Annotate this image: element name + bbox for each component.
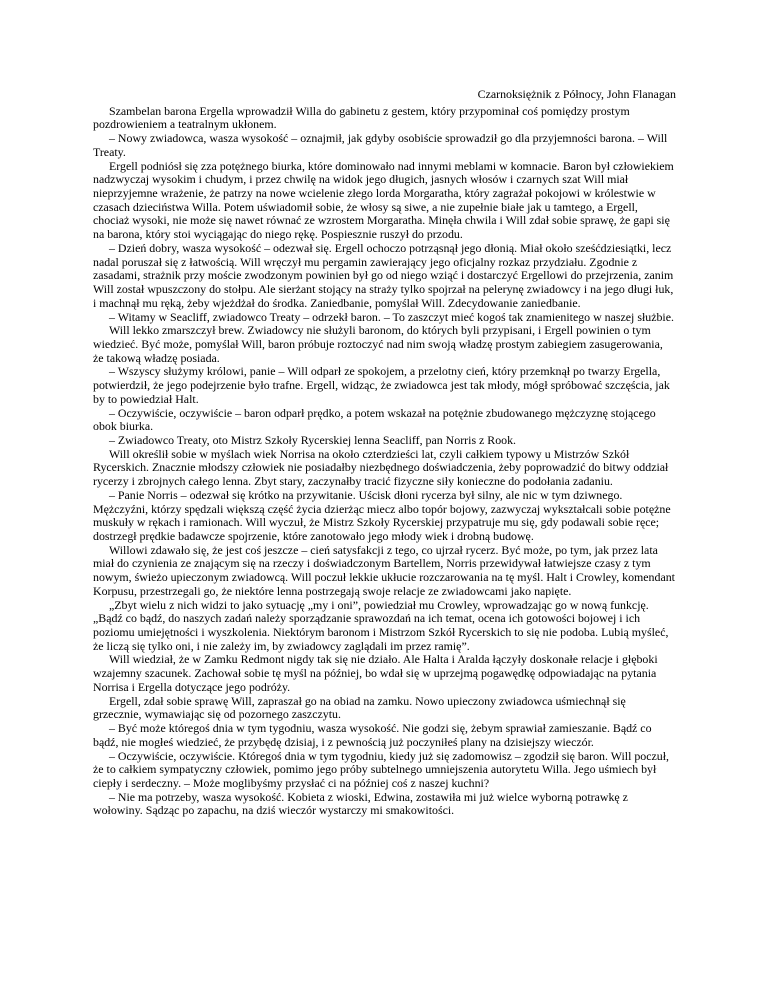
paragraph: – Oczywiście, oczywiście – baron odparł prędko, a potem wskazał na potężnie zbudowanego mężczyznę stojącego obok biurka. — [93, 405, 656, 434]
paragraph: „Zbyt wielu z nich widzi to jako sytuację „my i oni”, powiedział mu Crowley, wprowadzając go w nową funkcję. „Bądź co bądź, do naszych zadań należy sporządzanie sprawozdań na ich temat, ocena ich gotowości bojowej i ich poziomu umiejętności i wyszkolenia. Niektórym baronom i Mistrzom Szkół Rycerskich to się nie podoba. Lubią myśleć, że liczą się tylko oni, i nie zależy im, by zwiadowcy zaglądali im przez ramię”. — [93, 597, 669, 653]
paragraph: Ergell, zdał sobie sprawę Will, zapraszał go na obiad na zamku. Nowo upieczony zwiadowca uśmiechnął się grzecznie, wymawiając się od pozornego zaszczytu. — [93, 693, 626, 722]
document-page — [93, 88, 676, 818]
paragraph: Szambelan barona Ergella wprowadził Willa do gabinetu z gestem, który przypominał coś pomiędzy prostym pozdrowieniem a teatralnym ukłonem. — [93, 103, 630, 132]
paragraph: – Zwiadowco Treaty, oto Mistrz Szkoły Rycerskiej lenna Seacliff, pan Norris z Rook. — [109, 432, 517, 447]
paragraph: Will określił sobie w myślach wiek Norrisa na około czterdzieści lat, czyli całkiem typowy u Mistrzów Szkół Rycerskich. Znacznie młodszy człowiek nie posiadałby niezbędnego doświadczenia, żeby poprowadzić do bitwy oddział rycerzy i zbrojnych całego lenna. Zbyt stary, zaczynałby tracić fizyczne siły konieczne do podołania zadaniu. — [93, 446, 669, 489]
paragraph: Will lekko zmarszczył brew. Zwiadowcy nie służyli baronom, do których byli przypisani, i Ergell powinien o tym wiedzieć. Być może, pomyślał Will, baron próbuje roztoczyć nad nim swoją władzę prostym zabiegiem zasugerowania, że takową władzę posiada. — [93, 323, 663, 365]
paragraph: Willowi zdawało się, że jest coś jeszcze – cień satysfakcji z tego, co ujrzał rycerz. Być może, po tym, jak przez lata miał do czynienia ze znającym się na rzeczy i doświadczonym Bartellem, Norris przewidywał łatwiejsze czasy z tym nowym, świeżo upieczonym zwiadowcą. Will poczuł lekkie ukłucie rozczarowania na tę myśl. Halt i Crowley, komendant Korpusu, przestrzegali go, że niektóre lenna postrzegają swoje relacje ze zwiadowcami jako napięte. — [93, 542, 675, 598]
paragraph: – Witamy w Seacliff, zwiadowco Treaty – odrzekł baron. – To zaszczyt mieć kogoś tak znamienitego w naszej służbie. — [109, 309, 674, 324]
paragraph: – Nie ma potrzeby, wasza wysokość. Kobieta z wioski, Edwina, zostawiła mi już wielce wyborną potrawkę z wołowiny. Sądząc po zapachu, na dziś wieczór wystarczy mi smakowitości. — [93, 789, 628, 818]
paragraph: – Oczywiście, oczywiście. Któregoś dnia w tym tygodniu, kiedy już się zadomowisz – zgodził się baron. Will poczuł, że to całkiem sympatyczny człowiek, pomimo jego próby subtelnego umniejszenia autorytetu Willa. Jego uśmiech był ciepły i serdeczny. – Może moglibyśmy przysłać ci na później coś z naszej kuchni? — [93, 748, 670, 790]
body-text — [93, 105, 676, 818]
paragraph: Will wiedział, że w Zamku Redmont nigdy tak się nie działo. Ale Halta i Aralda łączyły doskonałe relacje i głęboki wzajemny szacunek. Zachował sobie tę myśl na później, bo wdał się w uprzejmą pogawędkę odpowiadając na pytania Norrisa i Ergella dotyczące jego podróży. — [93, 652, 658, 694]
paragraph: – Być może któregoś dnia w tym tygodniu, wasza wysokość. Nie godzi się, żebym sprawiał zamieszanie. Bądź co bądź, nie mogłeś wiedzieć, że przybędę dzisiaj, i z pewnością już poczyniłeś plany na dzisiejszy wieczór. — [93, 721, 652, 749]
paragraph: – Wszyscy służymy królowi, panie – Will odparł ze spokojem, a przelotny cień, który przemknął po twarzy Ergella, potwierdził, że jego podejrzenie było trafne. Ergell, widząc, że zwiadowca jest tak młody, mógł spróbować szczęścia, jak by to powiedział Halt. — [93, 364, 670, 406]
paragraph: Ergell podniósł się zza potężnego biurka, które dominowało nad innymi meblami w komnacie. Baron był człowiekiem nadzwyczaj wysokim i chudym, i przez chwilę na widok jego długich, jasnych włosów i czarnych szat Will miał nieprzyjemne wrażenie, że patrzy na nowe wcielenie złego lorda Morgaratha, który zagrażał pokojowi w królestwie w czasach dzieciństwa Willa. Potem uświadomił sobie, że włosy są siwe, a nie zupełnie białe jak u tamtego, a Ergell, chociaż wysoki, nie może się nawet równać ze wzrostem Morgaratha. Minęła chwila i Will zdał sobie sprawę, że gapi się na barona, który stoi wyciągając do niego rękę. Pospiesznie ruszył do przodu. — [93, 158, 674, 242]
paragraph: – Dzień dobry, wasza wysokość – odezwał się. Ergell ochoczo potrząsnął jego dłonią. Miał około sześćdziesiątki, lecz nadal poruszał się z łatwością. Will wręczył mu pergamin zawierający jego oficjalny rozkaz przydziału. Zgodnie z zasadami, strażnik przy moście zwodzonym powinien był go od niego wziąć i dostarczyć Ergellowi do przejrzenia, zanim Will został wpuszczony do stołpu. Ale sierżant stojący na straży tylko spojrzał na pelerynę zwiadowcy i na jego długi łuk, i machnął mu ręką, żeby wjeżdżał do środka. Zaniedbanie, pomyślał Will. Zdecydowanie zaniedbanie. — [93, 240, 674, 310]
paragraph: – Nowy zwiadowca, wasza wysokość – oznajmił, jak gdyby osobiście sprowadził go dla przyjemności barona. – Will Treaty. — [93, 131, 668, 159]
running-header: Czarnoksiężnik z Północy, John Flanagan — [477, 87, 676, 101]
paragraph: – Panie Norris – odezwał się krótko na przywitanie. Uścisk dłoni rycerza był silny, ale nic w tym dziwnego. Mężczyźni, którzy spędzali większą część życia dzierżąc miecz albo topór bojowy, zazwyczaj wykształcali sobie potężne muskuły w rękach i ramionach. Will wyczuł, że Mistrz Szkoły Rycerskiej przypatruje mu się, gdy podawali sobie ręce; dostrzegł prędkie badawcze spojrzenie, które zanotowało jego młody wiek i drobną budowę. — [93, 487, 671, 543]
